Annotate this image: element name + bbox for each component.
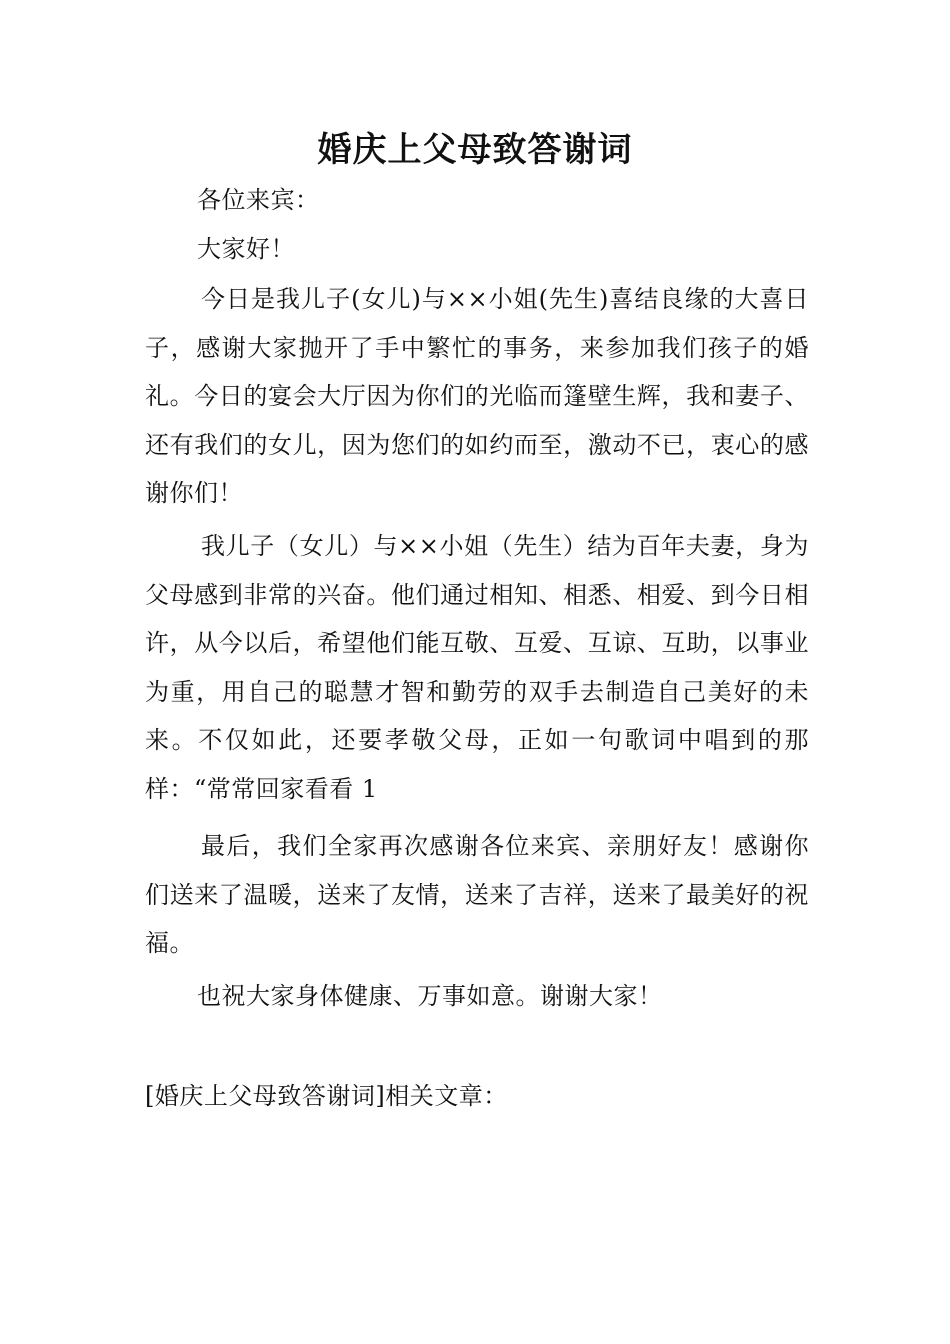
document-title: 婚庆上父母致答谢词 xyxy=(317,130,633,170)
paragraph-thanks-family: 最后，我们全家再次感谢各位来宾、亲朋好友！感谢你们送来了温暖，送来了友情，送来了吉祥，送来了最美好的祝福。 xyxy=(145,832,809,957)
related-articles-label[interactable]: [婚庆上父母致答谢词]相关文章： xyxy=(145,1082,508,1110)
paragraph-closing-wishes: 也祝大家身体健康、万事如意。谢谢大家！ xyxy=(197,982,663,1010)
paragraph-wedding-day: 今日是我儿子(女儿)与××小姐(先生)喜结良缘的大喜日子，感谢大家抛开了手中繁忙的事务，来参加我们孩子的婚礼。今日的宴会大厅因为你们的光临而篷壁生辉，我和妻子、还有我们的女儿，因为您们的如约而至，激动不已，衷心的感谢你们！ xyxy=(145,285,809,507)
paragraph-blessing-couple: 我儿子（女儿）与××小姐（先生）结为百年夫妻，身为父母感到非常的兴奋。他们通过相知、相悉、相爱、到今日相许，从今以后，希望他们能互敬、互爱、互谅、互助，以事业为重，用自己的聪慧才智和勤劳的双手去制造自己美好的未来。不仅如此，还要孝敬父母，正如一句歌词中唱到的那样：“常常回家看看 1 xyxy=(145,532,809,803)
paragraph-hello: 大家好！ xyxy=(197,235,295,263)
paragraph-greeting-guests: 各位来宾： xyxy=(197,186,320,214)
